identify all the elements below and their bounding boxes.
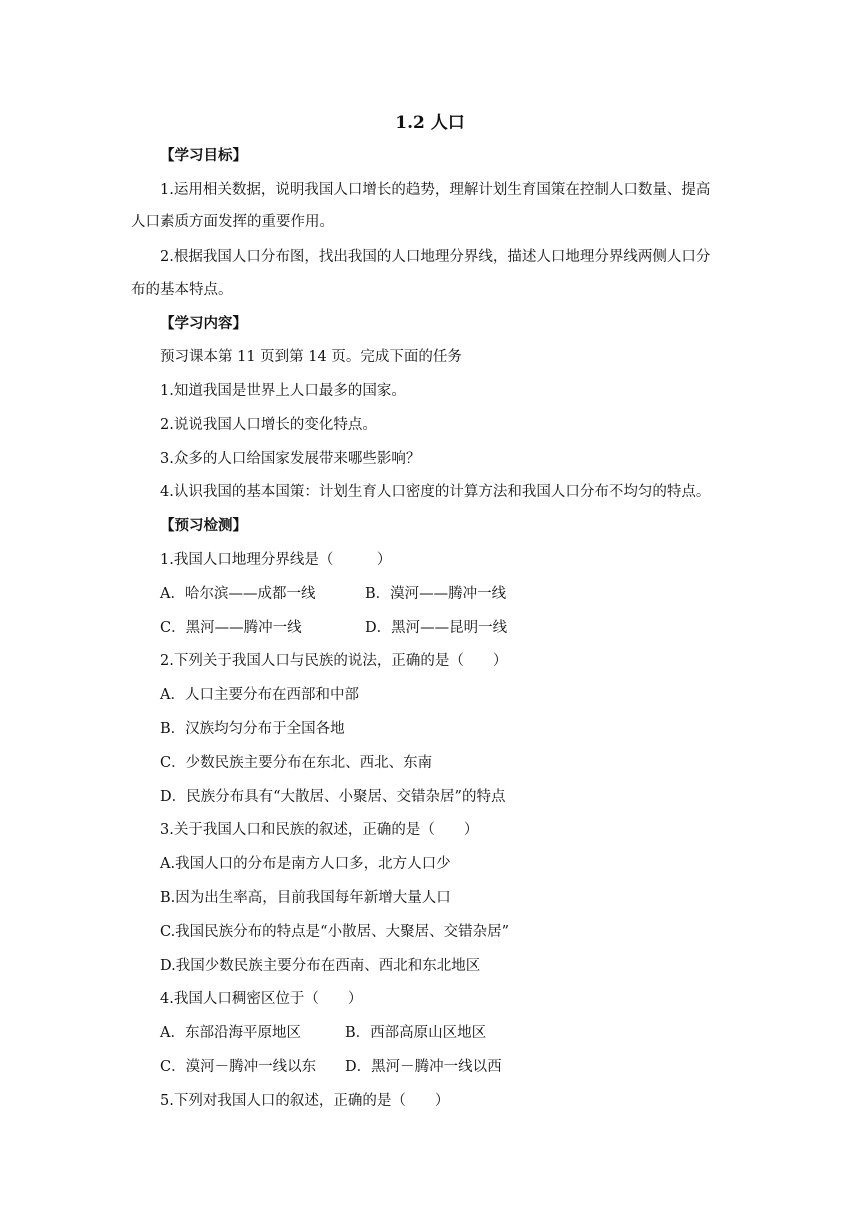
question-2-option-c: C．少数民族主要分布在东北、西北、东南 xyxy=(160,755,433,771)
question-1-stem: 1.我国人口地理分界线是（ ） xyxy=(160,552,392,568)
task-item: 1.知道我国是世界上人口最多的国家。 xyxy=(160,383,406,399)
goal-1-line-1: 1.运用相关数据，说明我国人口增长的趋势，理解计划生育国策在控制人口数量、提高 xyxy=(160,182,711,198)
question-4-option-b: B．西部高原山区地区 xyxy=(345,1025,487,1041)
test-heading: 【预习检测】 xyxy=(160,517,247,534)
question-4-option-d: D．黑河－腾冲一线以西 xyxy=(345,1059,502,1075)
question-4-option-a: A．东部沿海平原地区 xyxy=(160,1025,301,1041)
task-item: 3.众多的人口给国家发展带来哪些影响？ xyxy=(160,451,421,467)
question-1-option-d: D．黑河——昆明一线 xyxy=(365,620,508,636)
goal-2-line-2: 布的基本特点。 xyxy=(131,282,233,298)
goals-heading: 【学习目标】 xyxy=(160,147,247,164)
content-heading: 【学习内容】 xyxy=(160,315,247,332)
question-1-option-b: B．漠河——腾冲一线 xyxy=(365,586,507,602)
task-item: 2.说说我国人口增长的变化特点。 xyxy=(160,417,377,433)
question-2-option-b: B．汉族均匀分布于全国各地 xyxy=(160,721,345,737)
question-2-option-a: A．人口主要分布在西部和中部 xyxy=(160,687,359,703)
question-4-option-c: C．漠河－腾冲一线以东 xyxy=(160,1059,317,1075)
goal-1-line-2: 人口素质方面发挥的重要作用。 xyxy=(131,214,334,230)
question-3-option-d: D.我国少数民族主要分布在西南、西北和东北地区 xyxy=(160,958,481,974)
question-3-option-a: A.我国人口的分布是南方人口多，北方人口少 xyxy=(160,856,451,872)
question-5-stem: 5.下列对我国人口的叙述，正确的是（ ） xyxy=(160,1093,450,1109)
question-3-stem: 3.关于我国人口和民族的叙述，正确的是（ ） xyxy=(160,822,479,838)
goal-2-line-1: 2.根据我国人口分布图，找出我国的人口地理分界线，描述人口地理分界线两侧人口分 xyxy=(160,249,711,265)
question-1-option-c: C．黑河——腾冲一线 xyxy=(160,620,302,636)
question-1-option-a: A．哈尔滨——成都一线 xyxy=(160,586,316,602)
question-2-stem: 2.下列关于我国人口与民族的说法，正确的是（ ） xyxy=(160,653,508,669)
task-item: 4.认识我国的基本国策：计划生育人口密度的计算方法和我国人口分布不均匀的特点。 xyxy=(160,484,711,500)
question-2-option-d: D．民族分布具有“大散居、小聚居、交错杂居”的特点 xyxy=(160,789,506,805)
question-4-stem: 4.我国人口稠密区位于（ ） xyxy=(160,991,363,1007)
question-3-option-c: C.我国民族分布的特点是“小散居、大聚居、交错杂居” xyxy=(160,924,510,940)
question-3-option-b: B.因为出生率高，目前我国每年新增大量人口 xyxy=(160,890,451,906)
content-intro: 预习课本第 11 页到第 14 页。完成下面的任务 xyxy=(160,349,462,365)
page-title: 1.2 人口 xyxy=(395,113,465,133)
